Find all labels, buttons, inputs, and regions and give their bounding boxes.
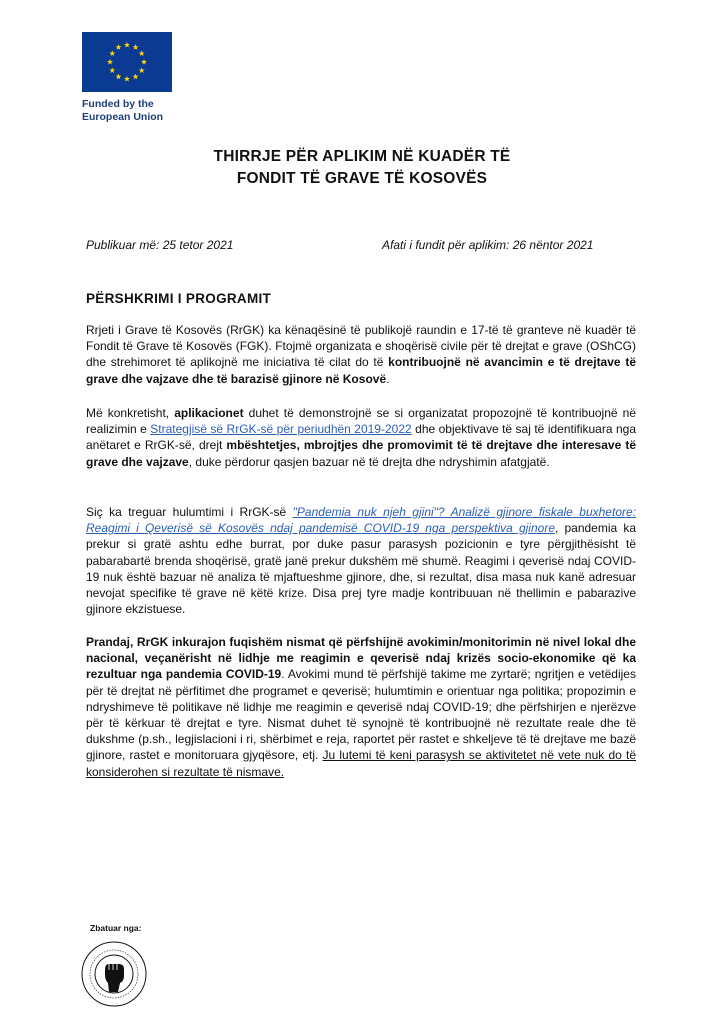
p1-bold-a: kontribuojnë në avancimin e të drejtave të grave dhe vajzave dhe të barazisë gjinore në Kosovë [86, 355, 636, 386]
funded-line-1: Funded by the [82, 98, 154, 110]
implemented-by-label: Zbatuar nga: [90, 923, 142, 933]
paragraph-applications [86, 405, 636, 470]
p3-text-a: Siç ka treguar hulumtimi i RrGK-së [86, 505, 293, 519]
p4-underlined-note: Ju lutemi të keni parasysh se aktivitetet në vete nuk do të konsiderohen si rezultate të nismave. [86, 748, 636, 779]
p1-text-b: . [386, 371, 390, 386]
partner-logo-svg [80, 940, 148, 1008]
p2-text-b: duhet të demonstrojnë se si organizatat propozojnë të kontribuojnë në realizimin e [86, 406, 636, 437]
document-title-line-2: FONDIT TË GRAVE TË KOSOVËS [236, 170, 488, 187]
strategy-link[interactable]: Strategjisë së RrGK-së për periudhën 2019-2022 [150, 422, 412, 437]
funded-by-eu-label [82, 98, 163, 124]
p2-bold-b: mbështetjes, mbrojtjes dhe promovimit të të drejtave dhe interesave të grave dhe vajzave [86, 438, 637, 469]
document-title-line-1: THIRRJE PËR APLIKIM NË KUADËR TË [213, 148, 511, 165]
eu-flag-icon [82, 32, 172, 92]
p2-text-a: Më konkretisht, [86, 406, 175, 420]
p1-text-a: Rrjeti i Grave të Kosovës (RrGK) ka kënaqësinë të publikojë raundin e 17-të të granteve në kuadër të Fondit të Grave të Kosovës (FGK). Ftojmë organizata e shoqërisë civile për të drejtat e grave (OShCG) dhe strehimoret të aplikojnë me iniciativa të cilat do të [86, 323, 636, 370]
application-deadline: Afati i fundit për aplikim: 26 nëntor 2021 [382, 238, 594, 252]
paragraph-advocacy [86, 634, 636, 780]
p4-bold-a: Prandaj, RrGK inkurajon fuqishëm nismat që përfshijnë avokimin/monitorimin në nivel lokal dhe nacional, veçanërisht në lidhje me reagimin e qeverisë ndaj krizës socio-ekonomike që ka rezultuar nga pandemia COVID-19 [86, 635, 636, 682]
p4-text-a: . Avokimi mund të përfshijë takime me zyrtarë; ngritjen e vetëdijes për të drejtat në përfitimet dhe programet e qeverisë; hulumtimin e orientuar nga politika; propozimin e ndryshimeve të politikave në lidhje me reagimin e qeverisë ndaj COVID-19; dhe përfshirjen e njerëzve për të kërkuar të drejtat e tyre. Nismat duhet të synojnë të kontribuojnë në rezultate reale dhe të dukshme (p.sh., legjislacioni i ri, shërbimet e reja, raportet për rastet e shkeljeve të të drejtave me bazë gjinore, rastet e monitoruara gjyqësore, etj. [86, 667, 636, 763]
paragraph-intro [86, 322, 636, 387]
raised-fist-logo-icon [80, 940, 148, 1008]
p2-text-d: , duke përdorur qasjen bazuar në të drejta dhe ndryshimin afatgjatë. [188, 454, 550, 469]
p2-bold-a: aplikacionet [174, 406, 244, 420]
eu-flag-svg [82, 32, 172, 92]
paragraph-research [86, 504, 636, 617]
research-report-link[interactable]: "Pandemia nuk njeh gjini"? Analizë gjinore fiskale buxhetore: Reagimi i Qeverisë së Kosovës ndaj pandemisë COVID-19 nga perspektiva gjinore [86, 505, 636, 536]
published-date: Publikuar më: 25 tetor 2021 [86, 238, 234, 252]
p2-text-c: dhe objektivave të saj të identifikuara nga anëtaret e RrGK-së, drejt [86, 422, 636, 453]
p3-text-b: , pandemia ka prekur si gratë ashtu edhe burrat, por duke pasur parasysh pozicionin e tyre përgjithësisht të pabarabartë brenda shoqërisë, gratë janë prekur dukshëm më shumë. Reagimi i qeverisë ndaj COVID-19 nuk është bazuar në analiza të mjaftueshme gjinore, dhe, si rezultat, disa masa nuk kanë adresuar nevojat specifike të grave në këtë krize. Disa prej tyre madje kontribuuan në thellimin e pabarazive gjinore ekzistuese. [86, 521, 637, 617]
funded-line-2: European Union [82, 111, 164, 123]
section-heading: PËRSHKRIMI I PROGRAMIT [86, 291, 272, 306]
